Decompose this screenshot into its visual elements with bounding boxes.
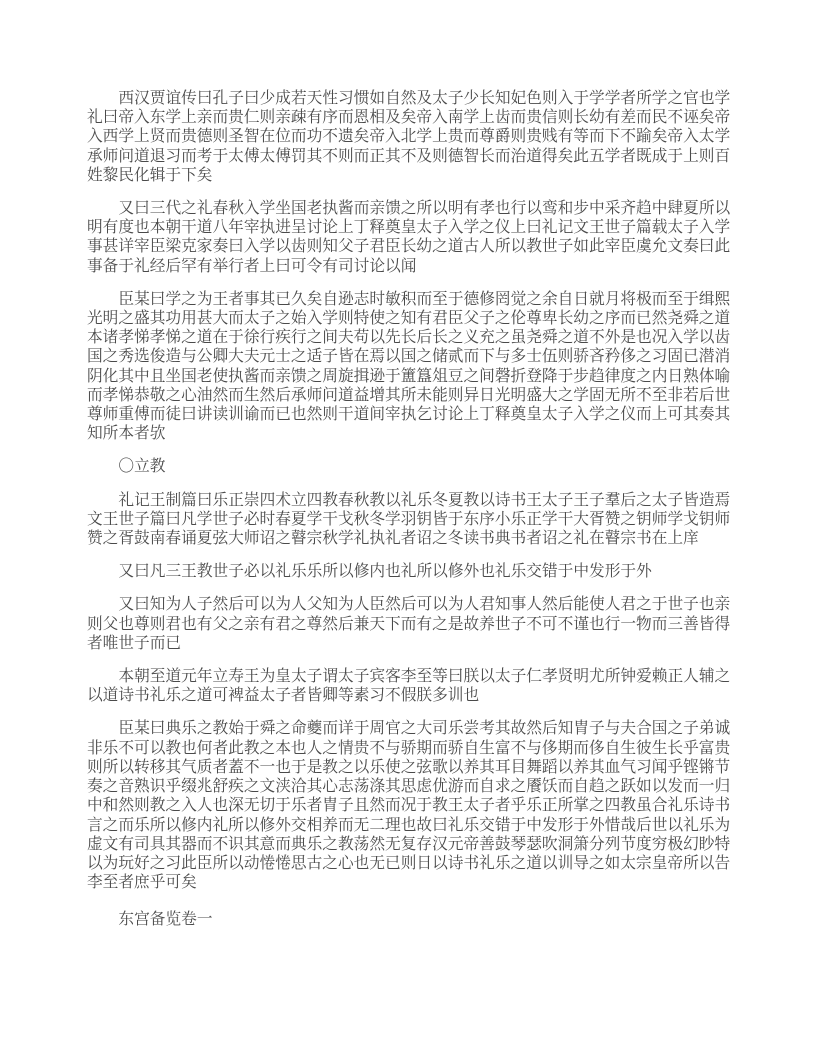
paragraph-sanwang-jiao-shizi: 又曰凡三王教世子必以礼乐乐所以修内也礼所以修外也礼乐交错于中发形于外 [118,561,652,581]
paragraph-benchao-zhidao: 本朝至道元年立寿王为皇太子谓太子宾客李至等曰朕以太子仁孝贤明尤所钟爱赖正人辅之以道诗书礼乐之道可裨益太子者皆卿等素习不假朕多训也 [87,666,731,705]
paragraph-jiayi-zhuan: 西汉贾谊传曰孔子曰少成若天性习惯如自然及太子少长知妃色则入于学学者所学之官也学礼曰帝入东学上亲而贵仁则亲疎有序而恩相及矣帝入南学上齿而贵信则长幼有差而民不诬矣帝入西学上贤而贵德则圣智在位而功不遗矣帝入北学上贵而尊爵则贵贱有等而下不踰矣帝入太学承师问道退习而考于太傅太傅罚其不则而正其不及则德智长而治道得矣此五学者既成于上则百姓黎民化辑于下矣 [87,88,731,184]
document-body [87,88,731,929]
paragraph-chenmou-commentary-1: 臣某曰学之为王者事其已久矣自逊志时敏积而至于德修罔觉之余自日就月将极而至于缉熙光明之盛其功用甚大而太子之始入学则特使之知有君臣父子之伦尊卑长幼之序而已然尧舜之道本诸孝悌孝悌之道在于徐行疾行之间夫苟以先长后长之义充之虽尧舜之道不外是也况入学以齿国之秀选俊造与公卿大夫元士之适子皆在焉以国之储贰而下与多士伍则骄吝矜侈之习固已潜消阴化其中且坐国老使执酱而亲馈之周旋揖逊于簠簋俎豆之间磬折登降于步趋律度之内日熟体喻而孝悌恭敬之心油然而生然后承师问道益增其所未能则异日光明盛大之学固无所不至非若后世尊师重傅而徒曰讲读训谕而已也然则干道间宰执乞讨论上丁释奠皇太子入学之仪而上可其奏其知所本者欤 [87,288,731,443]
paragraph-zhiweirenzi: 又曰知为人子然后可以为人父知为人臣然后可以为人君知事人然后能使人君之于世子也亲则父也尊则君也有父之亲有君之尊然后兼天下而有之是故养世子不可不谨也行一物而三善皆得者唯世子而已 [87,594,731,652]
paragraph-chenmou-commentary-2: 臣某曰典乐之教始于舜之命夔而详于周官之大司乐尝考其故然后知胄子与夫合国之子弟诚非乐不可以教也何者此教之本也人之情贵不与骄期而骄自生富不与侈期而侈自生彼生长乎富贵则所以转移其气质者蓋不一也于是教之以乐使之弦歌以养其耳目舞蹈以养其血气习闻乎铿锵节奏之音熟识乎缀兆舒疾之文浃洽其心志荡涤其思虑优游而自求之餍饫而自趋之跃如以发而一归中和然则教之入人也深无切于乐者胄子且然而况于教王太子者乎乐正所掌之四教虽合礼乐诗书言之而乐所以修内礼所以修外交相养而无二理也故曰礼乐交错于中发形于外惜哉后世以礼乐为虚文有司具其器而不识其意而典乐之教荡然无复存汉元帝善鼓琴瑟吹洞箫分列节度穷极幻眇特以为玩好之习此臣所以动惓惓思古之心也无已则日以诗书礼乐之道以训导之如太宗皇帝所以告李至者庶乎可矣 [87,718,731,892]
paragraph-sandai-zhili: 又曰三代之礼春秋入学坐国老执酱而亲馈之所以明有孝也行以鸾和步中采齐趋中肆夏所以明有度也本朝干道八年宰执进呈讨论上丁释奠皇太子入学之仪上曰礼记文王世子篇载太子入学事甚详宰臣梁克家奏曰入学以齿则知父子君臣长幼之道古人所以教世子如此宰臣虞允文奏曰此事备于礼经后罕有举行者上曰可令有司讨论以闻 [87,198,731,275]
section-heading-lijiao: 〇立教 [118,456,166,476]
volume-footer: 东宫备览卷一 [118,909,213,929]
paragraph-liji-wangzhi: 礼记王制篇曰乐正崇四术立四教春秋教以礼乐冬夏教以诗书王太子王子羣后之太子皆造焉文王世子篇曰凡学世子必时春夏学干戈秋冬学羽钥皆于东序小乐正学干大胥赞之钥师学戈钥师赞之胥鼓南春诵夏弦大师诏之瞽宗秋学礼执礼者诏之冬读书典书者诏之礼在瞽宗书在上庠 [87,489,731,548]
